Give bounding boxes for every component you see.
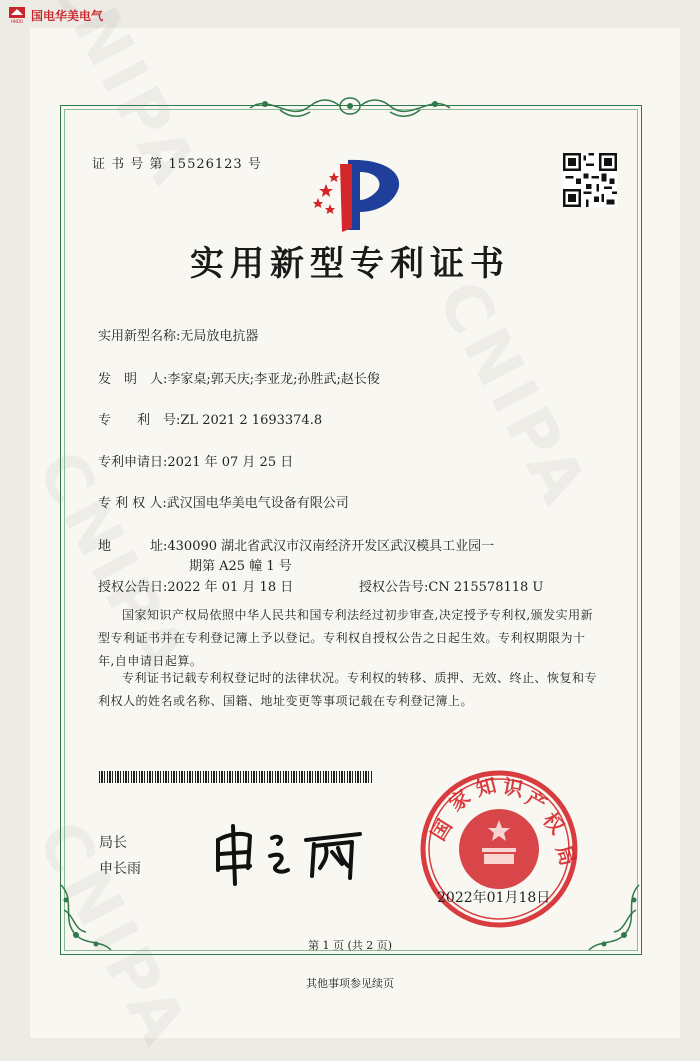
field-label: 授权公告日: — [98, 580, 168, 595]
field-label: 授权公告号: — [359, 580, 429, 595]
field-value: 无局放电抗器 — [180, 329, 259, 344]
field-patentee — [98, 492, 349, 511]
field-value: 武汉国电华美电气设备有限公司 — [166, 496, 349, 511]
field-label: 专利申请日: — [98, 455, 168, 470]
field-label: 专 利 权 人: — [98, 496, 167, 511]
svg-text:产: 产 — [521, 785, 551, 817]
svg-text:家: 家 — [444, 784, 475, 816]
statement-paragraph: 国家知识产权局依照中华人民共和国专利法经过初步审查,决定授予专利权,颁发实用新型专利证书并在专利登记簿上予以登记。专利权自授权公告之日起生效。专利权期限为十年,自申请日起算。 — [98, 608, 594, 668]
cnipa-logo-icon — [312, 154, 408, 234]
svg-text:局: 局 — [551, 842, 580, 869]
qr-code-icon — [563, 153, 617, 207]
barcode — [99, 771, 372, 783]
field-value: CN 215578118 U — [428, 580, 544, 595]
field-value: ZL 2021 2 1693374.8 — [180, 413, 323, 428]
company-logo-icon — [8, 6, 26, 24]
field-grant-number — [359, 576, 543, 595]
field-patent-number — [98, 409, 322, 428]
page-indicator: 第 1 页 (共 2 页) — [307, 939, 393, 952]
certificate-title: 实用新型专利证书 — [190, 244, 510, 284]
field-label: 实用新型名称: — [98, 329, 181, 344]
company-name: 国电华美电气 — [31, 8, 104, 23]
field-application-date — [98, 451, 293, 470]
svg-text:知: 知 — [473, 772, 499, 801]
field-address-line2: 期第 A25 幢 1 号 — [189, 559, 292, 574]
field-address — [98, 535, 494, 554]
field-value: 2021 年 07 月 25 日 — [167, 455, 294, 470]
top-ornament-icon — [240, 88, 460, 124]
certificate-number: 证 书 号 第 15526123 号 — [92, 157, 262, 172]
director-name: 申长雨 — [99, 861, 141, 877]
field-utility-model-name — [98, 325, 258, 344]
legal-status-paragraph: 专利证书记载专利权登记时的法律状况。专利权的转移、质押、无效、终止、恢复和专利权人的姓名或名称、国籍、地址变更等事项记载在专利登记簿上。 — [98, 671, 598, 708]
field-value: 430090 湖北省武汉市汉南经济开发区武汉模具工业园一 — [167, 539, 495, 554]
field-inventors — [98, 368, 380, 387]
footer-note: 其他事项参见续页 — [306, 977, 394, 990]
svg-text:权: 权 — [538, 807, 570, 839]
director-signature — [210, 818, 370, 888]
svg-text:HNDD: HNDD — [10, 19, 24, 24]
director-title: 局长 — [99, 835, 127, 851]
field-value: 李家桌;郭天庆;李亚龙;孙胜武;赵长俊 — [167, 372, 380, 387]
seal-date: 2022年01月18日 — [437, 890, 551, 906]
field-label: 专 利 号: — [98, 413, 181, 428]
field-label: 发 明 人: — [98, 372, 168, 387]
field-label: 地 址: — [98, 539, 168, 554]
svg-text:国: 国 — [425, 814, 457, 845]
svg-text:识: 识 — [501, 774, 525, 802]
field-value: 2022 年 01 月 18 日 — [167, 580, 294, 595]
field-grant-date — [98, 576, 293, 595]
